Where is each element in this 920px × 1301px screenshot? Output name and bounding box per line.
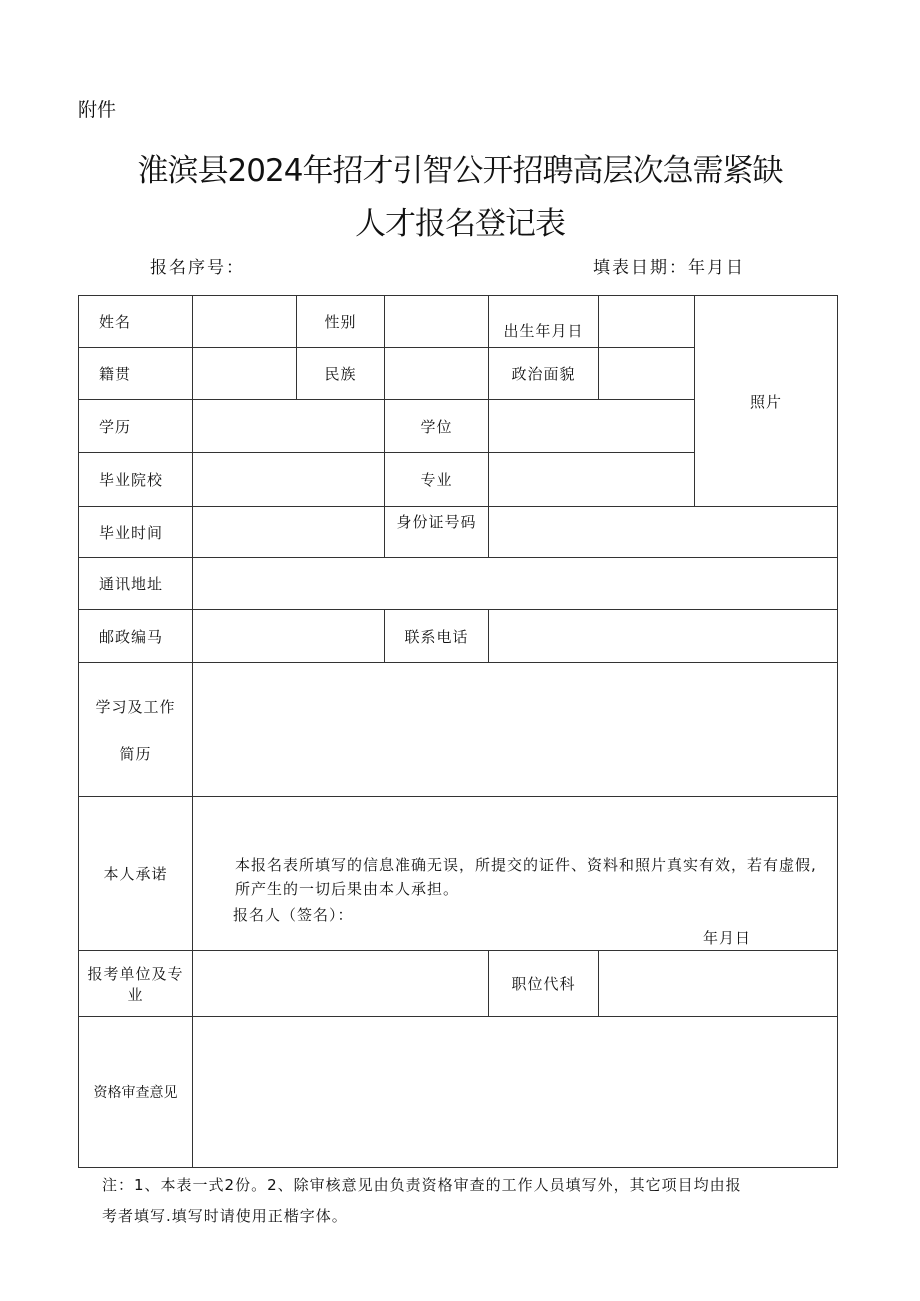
position-code-label: 职位代科 — [489, 951, 599, 1017]
resume-label-line2: 简历 — [119, 744, 152, 763]
pledge-label: 本人承诺 — [79, 797, 193, 951]
birth-label: 出生年月日 — [489, 296, 599, 348]
pledge-statement-text: 本报名表所填写的信息准确无误，所提交的证件、资料和照片真实有效，若有虚假,所产生的一切后果由本人承担。 — [235, 856, 817, 898]
ethnicity-label: 民族 — [297, 348, 385, 400]
id-number-label: 身份证号码 — [385, 507, 489, 558]
gender-field[interactable] — [385, 296, 489, 348]
phone-field[interactable] — [489, 610, 838, 663]
education-label: 学历 — [79, 400, 193, 453]
birth-field[interactable] — [599, 296, 695, 348]
gender-label: 性别 — [297, 296, 385, 348]
name-label: 姓名 — [79, 296, 193, 348]
name-field[interactable] — [193, 296, 297, 348]
postal-code-label: 邮政编马 — [79, 610, 193, 663]
pledge-statement — [197, 853, 831, 901]
registration-form — [78, 295, 838, 1168]
address-label: 通讯地址 — [79, 558, 193, 610]
form-title-line2: 人才报名登记表 — [355, 206, 565, 242]
applied-unit-label-line2: 业 — [127, 985, 144, 1004]
applicant-signature-label[interactable]: 报名人（签名）： — [233, 906, 354, 924]
graduation-time-field[interactable] — [193, 507, 385, 558]
pledge-date-label: 年月日 — [702, 929, 751, 947]
resume-label-line1: 学习及工作 — [95, 697, 176, 716]
political-status-field[interactable] — [599, 348, 695, 400]
footer-note — [78, 1170, 838, 1232]
photo-box[interactable]: 照片 — [695, 296, 838, 507]
major-field[interactable] — [489, 453, 695, 507]
applied-unit-field[interactable] — [193, 951, 489, 1017]
id-number-field[interactable] — [489, 507, 838, 558]
footer-note-line2: 考者填写.填写时请使用正楷字体。 — [102, 1207, 348, 1225]
school-field[interactable] — [193, 453, 385, 507]
address-field[interactable] — [193, 558, 838, 610]
resume-field[interactable] — [193, 663, 838, 797]
position-code-field[interactable] — [599, 951, 838, 1017]
pledge-cell — [193, 797, 838, 951]
major-label: 专业 — [385, 453, 489, 507]
phone-label: 联系电话 — [385, 610, 489, 663]
school-label: 毕业院校 — [79, 453, 193, 507]
review-opinion-label: 资格审查意见 — [79, 1017, 193, 1168]
attachment-label: 附件 — [78, 99, 117, 121]
graduation-time-label: 毕业时间 — [79, 507, 193, 558]
serial-number-label: 报名序号： — [150, 258, 245, 278]
fill-date-label: 填表日期：年月日 — [593, 258, 745, 278]
postal-code-field[interactable] — [193, 610, 385, 663]
native-place-label: 籍贯 — [79, 348, 193, 400]
applied-unit-label — [79, 951, 193, 1017]
resume-label — [79, 663, 193, 797]
ethnicity-field[interactable] — [385, 348, 489, 400]
education-field[interactable] — [193, 400, 385, 453]
review-opinion-field[interactable] — [193, 1017, 838, 1168]
degree-label: 学位 — [385, 400, 489, 453]
degree-field[interactable] — [489, 400, 695, 453]
political-status-label: 政治面貌 — [489, 348, 599, 400]
applied-unit-label-line1: 报考单位及专 — [87, 964, 184, 983]
native-place-field[interactable] — [193, 348, 297, 400]
form-title-line1: 淮滨县2024年招才引智公开招聘高层次急需紧缺 — [137, 153, 783, 189]
footer-note-line1: 注：1、本表一式2份。2、除审核意见由负责资格审查的工作人员填写外，其它项目均由报 — [102, 1176, 742, 1194]
